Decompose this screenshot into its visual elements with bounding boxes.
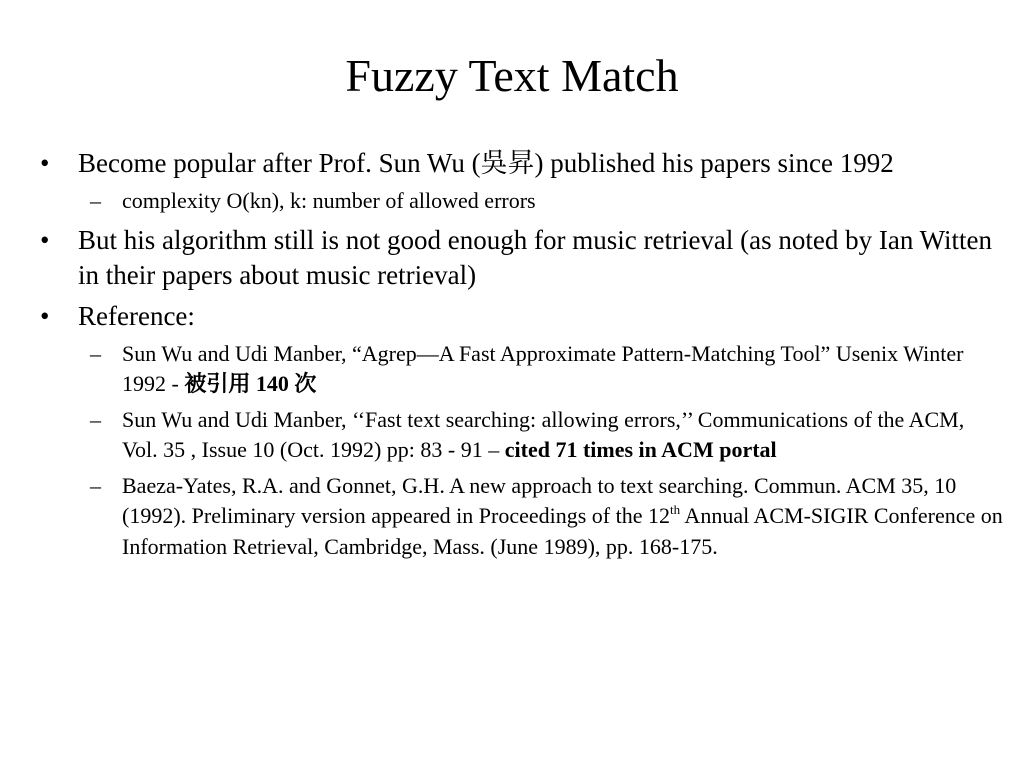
dash-icon: –	[90, 472, 101, 498]
bullet-item-2	[28, 223, 1003, 293]
reference-item-1	[28, 339, 1003, 400]
bullet-text: Become popular after Prof. Sun Wu (吳昇) published his papers since 1992	[78, 148, 894, 178]
reference-text: Sun Wu and Udi Manber, “Agrep—A Fast Approximate Pattern-Matching Tool” Usenix Winter 1992 -	[122, 340, 964, 396]
bullet-item-1	[28, 146, 1003, 181]
citation-count: cited 71 times in ACM portal	[504, 437, 777, 462]
reference-text: Sun Wu and Udi Manber, ‘‘Fast text searching: allowing errors,’’ Communications of the ACM, Vol. 35 , Issue 10 (Oct. 1992) pp: 83 - 91 –	[122, 406, 965, 462]
ordinal-superscript: th	[670, 502, 681, 517]
citation-count: 被引用 140 次	[184, 371, 317, 396]
sub-item	[28, 186, 1003, 217]
bullet-icon: •	[40, 148, 50, 178]
bullet-text: Reference:	[78, 300, 195, 331]
dash-icon: –	[90, 340, 101, 366]
reference-text-cont: Annual ACM-SIGIR Conference on Information Retrieval, Cambridge, Mass. (June 1989), pp. 168-175.	[122, 503, 1003, 559]
reference-text: Baeza-Yates, R.A. and Gonnet, G.H. A new approach to text searching. Commun. ACM 35, 10 (1992). Preliminary version appeared in Proceedings of the 12	[122, 472, 957, 528]
slide-body	[28, 146, 1003, 562]
sub-item-text: complexity O(kn), k: number of allowed errors	[122, 188, 536, 213]
bullet-item-3	[28, 299, 1003, 334]
reference-item-3	[28, 471, 1003, 563]
bullet-text: But his algorithm still is not good enough for music retrieval (as noted by Ian Witten in their papers about music retrieval)	[78, 224, 993, 290]
bullet-icon: •	[40, 224, 50, 255]
dash-icon: –	[90, 188, 101, 213]
slide-title: Fuzzy Text Match	[345, 50, 679, 101]
reference-item-2	[28, 405, 1003, 466]
bullet-icon: •	[40, 300, 50, 331]
dash-icon: –	[90, 406, 101, 432]
